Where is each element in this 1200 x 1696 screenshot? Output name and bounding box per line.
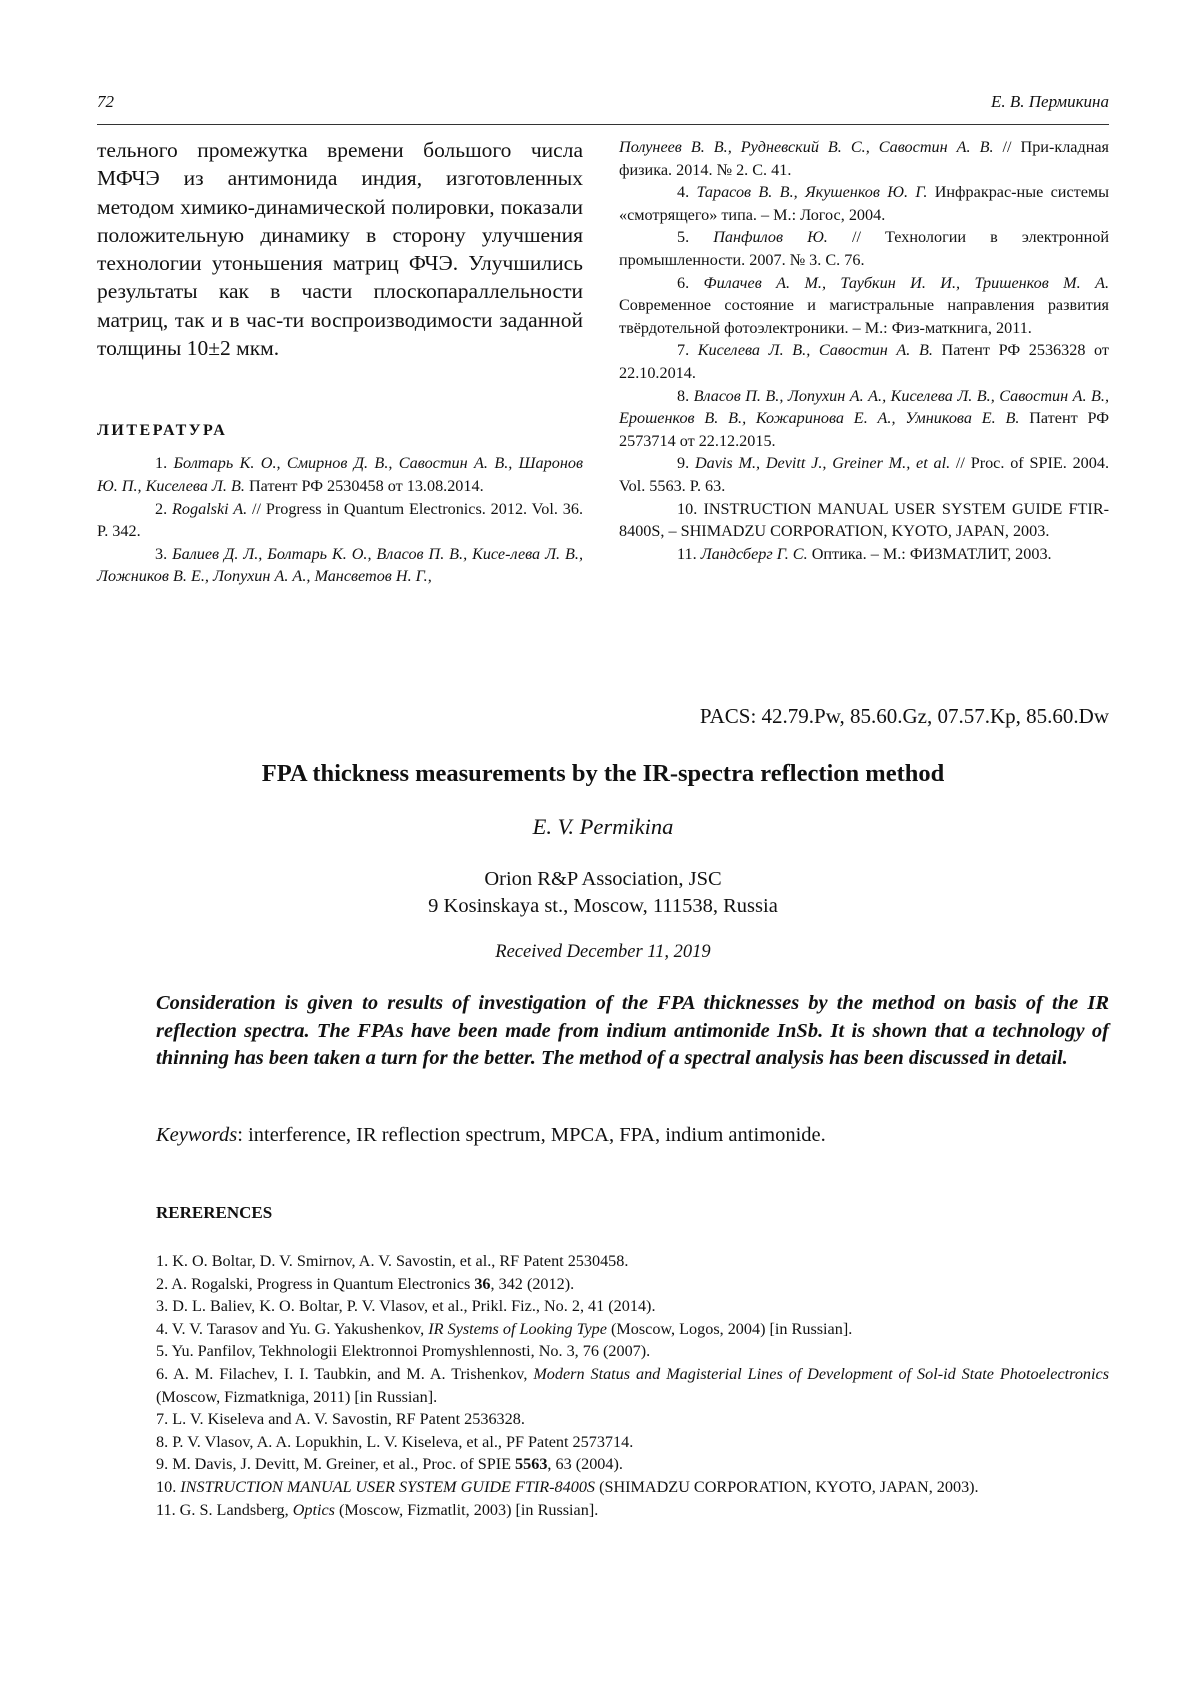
reference-item: 6. A. M. Filachev, I. I. Taubkin, and M. A. Trishenkov, Modern Status and Magisterial Lines of Development of Sol-id State Photoelectronics (Moscow, Fizmatkniga, 2011) [in Russian]. (156, 1363, 1109, 1408)
reference-item: 2. Rogalski A. // Progress in Quantum Electronics. 2012. Vol. 36. P. 342. (97, 498, 583, 543)
pacs-codes: PACS: 42.79.Pw, 85.60.Gz, 07.57.Kp, 85.60.Dw (700, 704, 1109, 729)
reference-item: Полунеев В. В., Рудневский В. С., Савостин А. В. // При-кладная физика. 2014. № 2. С. 41. (619, 136, 1109, 181)
reference-item: 1. Болтарь К. О., Смирнов Д. В., Савостин А. В., Шаронов Ю. П., Киселева Л. В. Патент РФ 2530458 от 13.08.2014. (97, 452, 583, 497)
journal-page (0, 0, 1200, 1696)
reference-item: 4. V. V. Tarasov and Yu. G. Yakushenkov, IR Systems of Looking Type (Moscow, Logos, 2004) [in Russian]. (156, 1318, 1109, 1341)
reference-item: 3. D. L. Baliev, K. O. Boltar, P. V. Vlasov, et al., Prikl. Fiz., No. 2, 41 (2014). (156, 1295, 1109, 1318)
reference-item: 7. Киселева Л. В., Савостин А. В. Патент РФ 2536328 от 22.10.2014. (619, 339, 1109, 384)
affiliation (97, 866, 1109, 920)
reference-item: 1. K. O. Boltar, D. V. Smirnov, A. V. Savostin, et al., RF Patent 2530458. (156, 1250, 1109, 1273)
reference-item: 6. Филачев А. М., Таубкин И. И., Тришенков М. А. Современное состояние и магистральные направления развития твёрдотельной фотоэлектроники. – М.: Физ-маткнига, 2011. (619, 272, 1109, 340)
left-column (97, 136, 583, 588)
abstract: Consideration is given to results of investigation of the FPA thicknesses by the method on basis of the IR reflection spectra. The FPAs have been made from indium antimonide InSb. It is shown that a technology of thinning has been taken a turn for the better. The method of a spectral analysis has been discussed in detail. (156, 990, 1109, 1073)
running-header (97, 92, 1109, 118)
reference-item: 9. Davis M., Devitt J., Greiner M., et al. // Proc. of SPIE. 2004. Vol. 5563. P. 63. (619, 452, 1109, 497)
reference-item: 3. Балиев Д. Л., Болтарь К. О., Власов П. В., Кисе-лева Л. В., Ложников В. Е., Лопухин А. А., Мансветов Н. Г., (97, 543, 583, 588)
reference-item: 8. P. V. Vlasov, A. A. Lopukhin, L. V. Kiseleva, et al., PF Patent 2573714. (156, 1431, 1109, 1454)
reference-item: 11. Ландсберг Г. С. Оптика. – М.: ФИЗМАТЛИТ, 2003. (619, 543, 1109, 566)
reference-item: 4. Тарасов В. В., Якушенков Ю. Г. Инфракрас-ные системы «смотрящего» типа. – М.: Логос, 2004. (619, 181, 1109, 226)
reference-item: 11. G. S. Landsberg, Optics (Moscow, Fizmatlit, 2003) [in Russian]. (156, 1499, 1109, 1522)
running-author: Е. В. Пермикина (991, 92, 1109, 112)
keywords-text: : interference, IR reflection spectrum, MPCA, FPA, indium antimonide. (237, 1124, 826, 1146)
body-paragraph: тельного промежутка времени большого числа МФЧЭ из антимонида индия, изготовленных методом химико-динамической полировки, показали положительную динамику в сторону улучшения технологии утоньшения матриц ФЧЭ. Улучшились результаты как в части плоскопараллельности матриц, так и в час-ти воспроизводимости заданной толщины 10±2 мкм. (97, 136, 583, 362)
english-reference-list (156, 1250, 1109, 1521)
reference-item: 8. Власов П. В., Лопухин А. А., Киселева Л. В., Савостин А. В., Ерошенков В. В., Кожаринова Е. А., Умникова Е. В. Патент РФ 2573714 от 22.12.2015. (619, 385, 1109, 453)
keywords-label: Keywords (156, 1124, 237, 1146)
reference-item: 2. A. Rogalski, Progress in Quantum Electronics 36, 342 (2012). (156, 1273, 1109, 1296)
reference-item: 10. INSTRUCTION MANUAL USER SYSTEM GUIDE FTIR-8400S, – SHIMADZU CORPORATION, KYOTO, JAPAN, 2003. (619, 498, 1109, 543)
literature-heading: ЛИТЕРАТУРА (97, 422, 583, 440)
keywords (156, 1124, 1109, 1147)
reference-item: 5. Панфилов Ю. // Технологии в электронной промышленности. 2007. № 3. С. 76. (619, 226, 1109, 271)
reference-item: 9. M. Davis, J. Devitt, M. Greiner, et al., Proc. of SPIE 5563, 63 (2004). (156, 1453, 1109, 1476)
article-title: FPA thickness measurements by the IR-spectra reflection method (97, 760, 1109, 788)
references-heading: RERERENCES (156, 1203, 272, 1223)
header-rule (97, 124, 1109, 125)
right-column (619, 136, 1109, 565)
left-reference-list (97, 452, 583, 588)
received-date: Received December 11, 2019 (97, 942, 1109, 963)
reference-item: 7. L. V. Kiseleva and A. V. Savostin, RF Patent 2536328. (156, 1408, 1109, 1431)
affiliation-line: 9 Kosinskaya st., Moscow, 111538, Russia (97, 893, 1109, 920)
reference-item: 5. Yu. Panfilov, Tekhnologii Elektronnoi Promyshlennosti, No. 3, 76 (2007). (156, 1340, 1109, 1363)
reference-item: 10. INSTRUCTION MANUAL USER SYSTEM GUIDE FTIR-8400S (SHIMADZU CORPORATION, KYOTO, JAPAN, 2003). (156, 1476, 1109, 1499)
page-number: 72 (97, 92, 114, 112)
affiliation-line: Orion R&P Association, JSC (97, 866, 1109, 893)
article-author: E. V. Permikina (97, 814, 1109, 840)
